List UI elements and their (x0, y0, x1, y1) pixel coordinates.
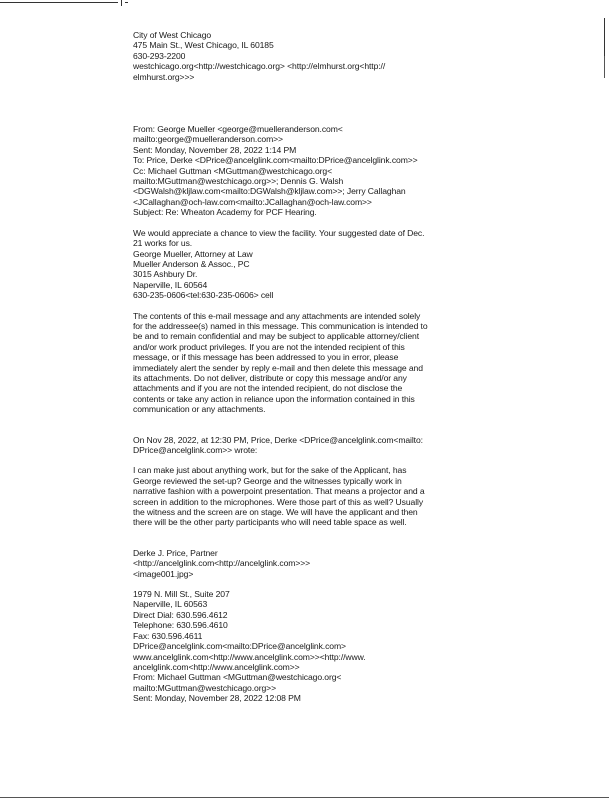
quoted-body-line: George reviewed the set-up? George and the witnesses typically work in (133, 475, 402, 486)
scan-edge-mark (0, 2, 118, 3)
scan-edge-mark (125, 2, 128, 3)
email-header-line: mailto:george@muelleranderson.com>> (133, 134, 283, 145)
signature-line: George Mueller, Attorney at Law (133, 248, 253, 259)
signature-line: 630-235-0606<tel:630-235-0606> cell (133, 290, 274, 301)
email-header-line: To: Price, Derke <DPrice@ancelglink.com<mailto:DPrice@ancelglink.com>> (133, 155, 418, 166)
letterhead (133, 30, 483, 82)
disclaimer-line: contents or take any action in reliance upon the information contained in this (133, 393, 415, 404)
signature-line: Naperville, IL 60564 (133, 279, 208, 290)
letterhead-line: City of West Chicago (133, 30, 212, 40)
email-header-line: mailto:MGuttman@westchicago.org>>; Dennis G. Walsh (133, 176, 344, 187)
scan-edge-mark (121, 0, 122, 6)
email-header-line: <JCallaghan@och-law.com<mailto:JCallaghan@och-law.com>> (133, 196, 372, 207)
letterhead-line: 475 Main St., West Chicago, IL 60185 (133, 40, 274, 51)
letterhead-line: westchicago.org<http://westchicago.org> <http://elmhurst.org<http:// (133, 61, 386, 72)
email-header (133, 124, 483, 218)
signature-line: <http://ancelglink.com<http://ancelglink.com>>> (133, 558, 311, 569)
letterhead-line: elmhurst.org>>> (133, 71, 195, 82)
letterhead-line: 630-293-2200 (133, 50, 186, 61)
scanned-document-page (133, 30, 483, 704)
email-subject: Subject: Re: Wheaton Academy for PCF Hearing. (133, 207, 317, 218)
disclaimer-line: and/or work product privileges. If you are not the intended recipient of this (133, 341, 405, 352)
signature-line: <image001.jpg> (133, 568, 194, 579)
email-header-line: From: Michael Guttman <MGuttman@westchicago.org< (133, 672, 342, 683)
scan-edge-mark (604, 56, 605, 78)
quoted-signature (133, 548, 483, 579)
address-line: Telephone: 630.596.4610 (133, 620, 228, 631)
quoted-body-line: narrative fashion with a powerpoint presentation. That means a projector and a (133, 486, 425, 497)
disclaimer-line: message, or if this message has been addressed to you in error, please (133, 352, 399, 363)
quoted-body-line: screen in addition to the microphones. Were those part of this as well? Usually (133, 496, 424, 507)
signature-line: 3015 Ashbury Dr. (133, 269, 198, 280)
body-line: We would appreciate a chance to view the facility. Your suggested date of Dec. (133, 227, 425, 238)
body-line: 21 works for us. (133, 238, 193, 249)
email-header-line: Sent: Monday, November 28, 2022 12:08 PM (133, 693, 301, 704)
quoted-intro-line: DPrice@ancelglink.com>> wrote: (133, 445, 258, 455)
disclaimer-line: attachments and if you are not the intended recipient, do not disclose the (133, 383, 403, 394)
quoted-body-line: there will be the other party participants who will need table space as well. (133, 517, 407, 528)
quoted-body-line: the witness and the screen are on stage. We will have the applicant and then (133, 507, 418, 518)
address-line: ancelglink.com<http://www.ancelglink.com>> (133, 661, 300, 672)
address-line: www.ancelglink.com<http://www.ancelglink.com>><http://www. (133, 651, 366, 662)
address-line: Naperville, IL 60563 (133, 599, 208, 610)
disclaimer-line: immediately alert the sender by reply e-mail and then delete this message and (133, 362, 423, 373)
email-header-line: From: George Mueller <george@muelleranderson.com< (133, 124, 343, 135)
scan-edge-mark (604, 18, 605, 58)
confidentiality-disclaimer (133, 311, 483, 415)
address-line: Direct Dial: 630.596.4612 (133, 609, 228, 620)
email-body (133, 228, 483, 301)
disclaimer-line: be and to remain confidential and may be subject to applicable attorney/client (133, 331, 420, 342)
quoted-intro (133, 435, 483, 456)
address-line: Fax: 630.596.4611 (133, 630, 203, 641)
email-header-line: <DGWalsh@kljlaw.com<mailto:DGWalsh@kljlaw.com>>; Jerry Callaghan (133, 186, 406, 197)
quoted-body-line: I can make just about anything work, but for the sake of the Applicant, has (133, 465, 407, 476)
address-line: 1979 N. Mill St., Suite 207 (133, 589, 230, 600)
email-header-line: mailto:MGuttman@westchicago.org>> (133, 682, 276, 693)
disclaimer-line: for the addressee(s) named in this message. This communication is intended to (133, 320, 428, 331)
signature-line: Mueller Anderson & Assoc., PC (133, 258, 250, 269)
signature-line: Derke J. Price, Partner (133, 547, 218, 558)
disclaimer-line: its attachments. Do not deliver, distribute or copy this message and/or any (133, 372, 407, 383)
address-line: DPrice@ancelglink.com<mailto:DPrice@ancelglink.com> (133, 641, 346, 652)
quoted-body (133, 465, 483, 527)
email-header-line: Sent: Monday, November 28, 2022 1:14 PM (133, 144, 297, 155)
disclaimer-line: The contents of this e-mail message and any attachments are intended solely (133, 310, 421, 321)
disclaimer-line: communication or any attachments. (133, 404, 266, 415)
quoted-address-block (133, 589, 483, 703)
email-header-line: Cc: Michael Guttman <MGuttman@westchicago.org< (133, 165, 332, 176)
quoted-intro-line: On Nov 28, 2022, at 12:30 PM, Price, Derke <DPrice@ancelglink.com<mailto: (133, 434, 423, 445)
scan-edge-mark (0, 797, 609, 798)
